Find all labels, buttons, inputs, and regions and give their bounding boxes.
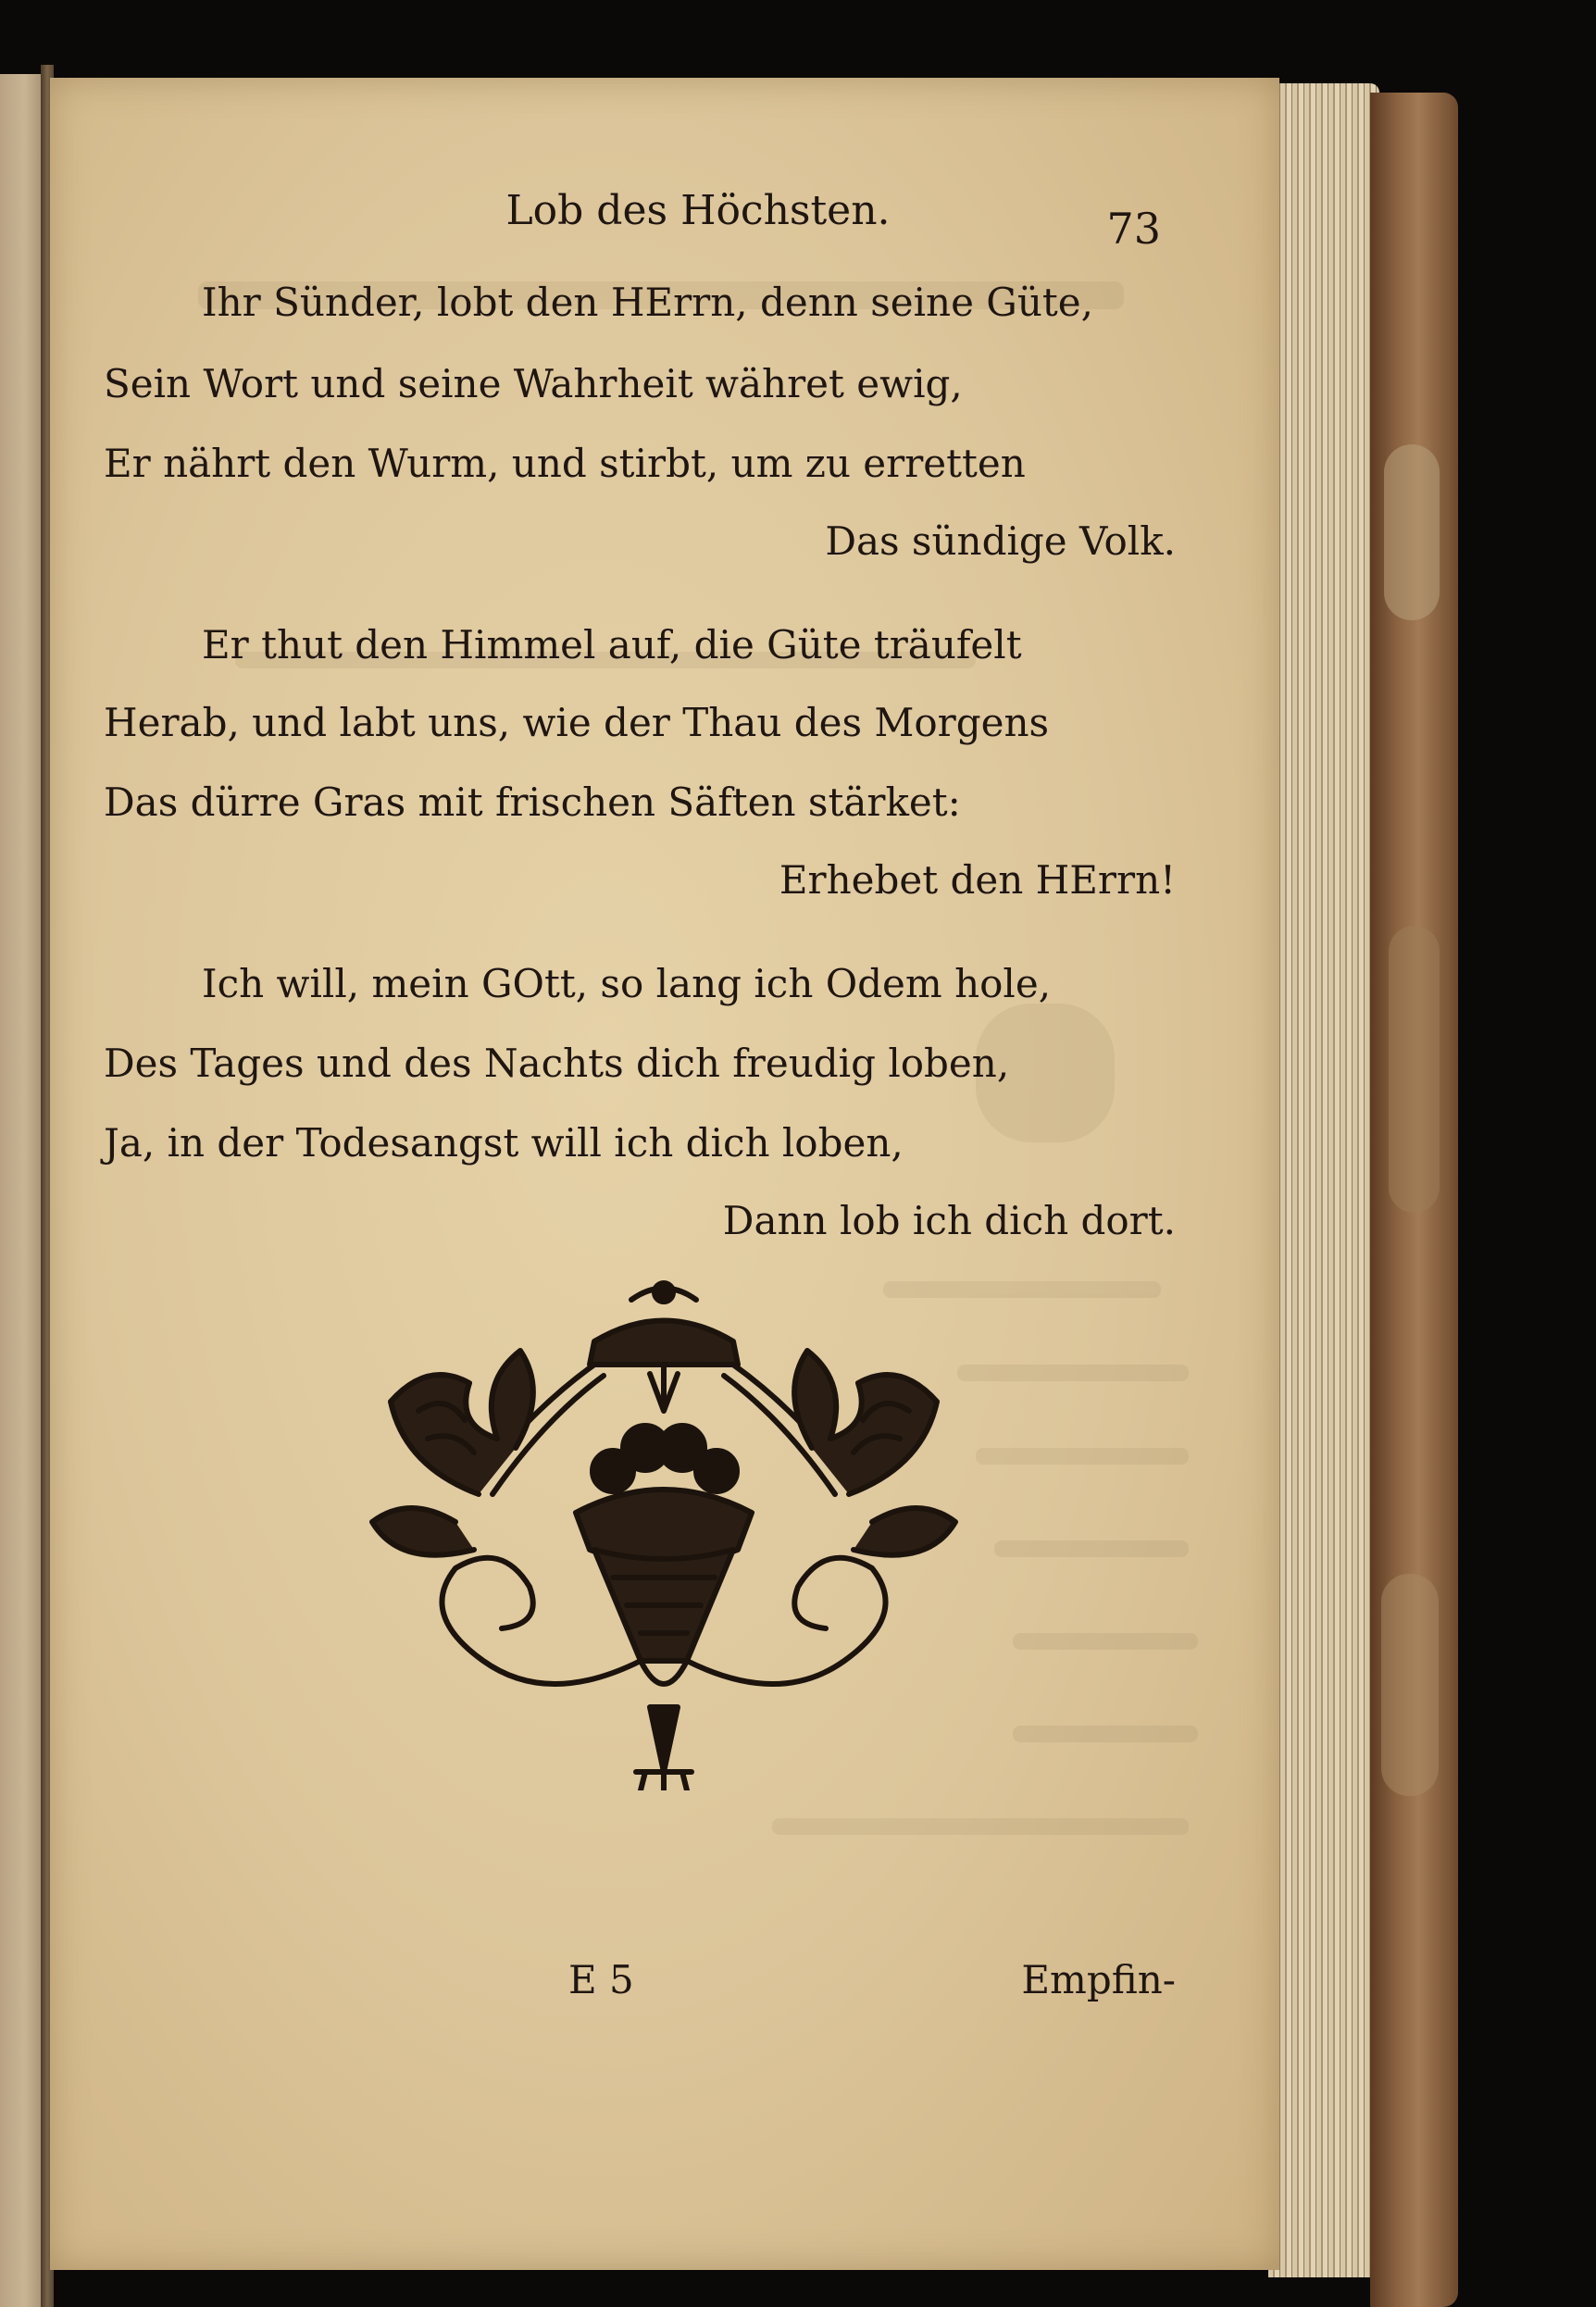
verse-line: Er thut den Himmel auf, die Güte träufelt bbox=[202, 622, 1022, 667]
verse-line: Des Tages und des Nachts dich freudig loben, bbox=[104, 1041, 1010, 1086]
show-through-texture bbox=[50, 78, 1279, 2270]
verse-line: Herab, und labt uns, wie der Thau des Morgens bbox=[104, 700, 1050, 745]
cover-wear bbox=[1389, 926, 1440, 1213]
cover-wear bbox=[1384, 444, 1440, 620]
cover-wear bbox=[1381, 1574, 1439, 1796]
verse-refrain: Dann lob ich dich dort. bbox=[722, 1198, 1176, 1243]
woodcut-ornament bbox=[317, 1272, 1011, 1790]
verse-line: Ihr Sünder, lobt den HErrn, denn seine Güte, bbox=[202, 280, 1093, 325]
catchword: Empfin- bbox=[1021, 1957, 1176, 2002]
verse-refrain: Das sündige Volk. bbox=[825, 518, 1176, 564]
book-page bbox=[50, 78, 1279, 2270]
verse-line: Er nährt den Wurm, und stirbt, um zu erretten bbox=[104, 441, 1026, 486]
running-head: Lob des Höchsten. bbox=[505, 187, 891, 234]
previous-page-edge bbox=[0, 74, 44, 2307]
verse-refrain: Erhebet den HErrn! bbox=[779, 857, 1176, 903]
verse-line: Das dürre Gras mit frischen Säften stärket: bbox=[104, 779, 961, 825]
verse-line: Ich will, mein GOtt, so lang ich Odem hole, bbox=[202, 961, 1052, 1006]
verse-line: Sein Wort und seine Wahrheit währet ewig, bbox=[104, 361, 963, 406]
signature-mark: E 5 bbox=[568, 1957, 634, 2002]
page-stack-edges bbox=[1268, 83, 1379, 2277]
verse-line: Ja, in der Todesangst will ich dich loben, bbox=[104, 1120, 904, 1166]
page-number: 73 bbox=[1106, 204, 1161, 254]
